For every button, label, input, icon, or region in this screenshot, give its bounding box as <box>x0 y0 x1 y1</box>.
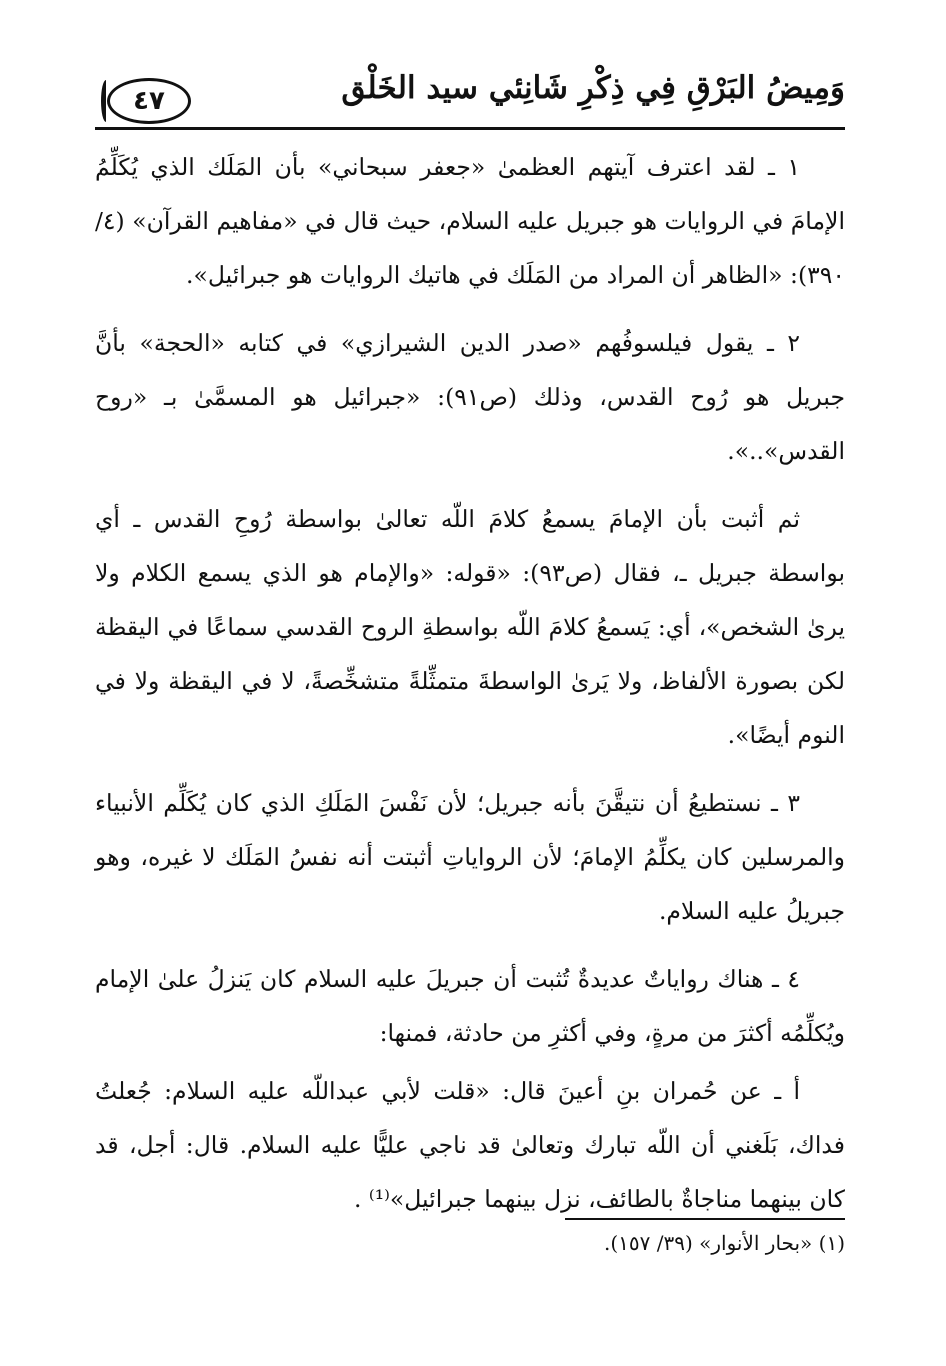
paragraph-5: ٤ ـ هناك رواياتٌ عديدةٌ تُثبت أن جبريلَ عليه السلام كان يَنزلُ علىٰ الإمام ويُكلِّمُه أكثرَ من مرةٍ، وفي أكثرِ من حادثة، فمنها: <box>95 965 845 1047</box>
page-number-badge <box>107 78 191 124</box>
paragraph-1: ١ ـ لقد اعترف آيتهم العظمىٰ «جعفر سبحاني» بأن المَلَك الذي يُكَلِّمُ الإمامَ في الروايات هو جبريل عليه السلام، حيث قال في «مفاهيم القرآن» (٤/ ٣٩٠): «الظاهر أن المراد من المَلَك في هاتيك الروايات هو جبرائيل». <box>95 153 845 289</box>
page-header <box>95 58 845 128</box>
paragraph-3: ثم أثبت بأن الإمامَ يسمعُ كلامَ اللّه تعالىٰ بواسطة رُوحِ القدس ـ أي بواسطة جبريل ـ، فقال (ص٩٣): «قوله: «والإمام هو الذي يسمع الكلام ولا يرىٰ الشخص»، أي: يَسمعُ كلامَ اللّه بواسطةِ الروح القدسي سماعًا في اليقظة لكن بصورة الألفاظ، ولا يَرىٰ الواسطةَ متمثِّلةً متشخِّصةً، لا في اليقظة ولا في النوم أيضًا». <box>95 505 845 749</box>
paragraph-6: أ ـ عن حُمران بنِ أعينَ قال: «قلت لأبي عبداللّه عليه السلام: جُعلتُ فداك، بَلَغني أن اللّه تبارك وتعالىٰ قد ناجي عليًّا عليه السلام. قال: أجل، قد كان بينهما مناجاةٌ بالطائف، نزل بينهما جبرائيل»⁽¹⁾ . <box>95 1077 845 1213</box>
main-text <box>95 140 845 1240</box>
paragraph-4: ٣ ـ نستطيعُ أن نتيقَّنَ بأنه جبريل؛ لأن نَفْسَ المَلَكِ الذي كان يُكَلِّم الأنبياء والمرسلين كان يكلِّمُ الإمامَ؛ لأن الرواياتِ أثبتت أنه نفسُ المَلَك لا غيره، وهو جبريلُ عليه السلام. <box>95 789 845 925</box>
header-divider <box>95 127 845 130</box>
page-number: ٤٧ <box>133 86 165 116</box>
footnote: (١) «بحار الأنوار» (٣٩/ ١٥٧). <box>603 1231 845 1255</box>
footnote-divider <box>565 1218 845 1220</box>
running-title: وَمِيضُ البَرْقِ فِي ذِكْرِ شَانِئي سيد الخَلْق <box>341 70 845 106</box>
paragraph-2: ٢ ـ يقول فيلسوفُهم «صدر الدين الشيرازي» في كتابه «الحجة» بأنَّ جبريل هو رُوح القدس، وذلك (ص٩١): «جبرائيل هو المسمَّىٰ بـ «روح القدس»..». <box>95 329 845 465</box>
